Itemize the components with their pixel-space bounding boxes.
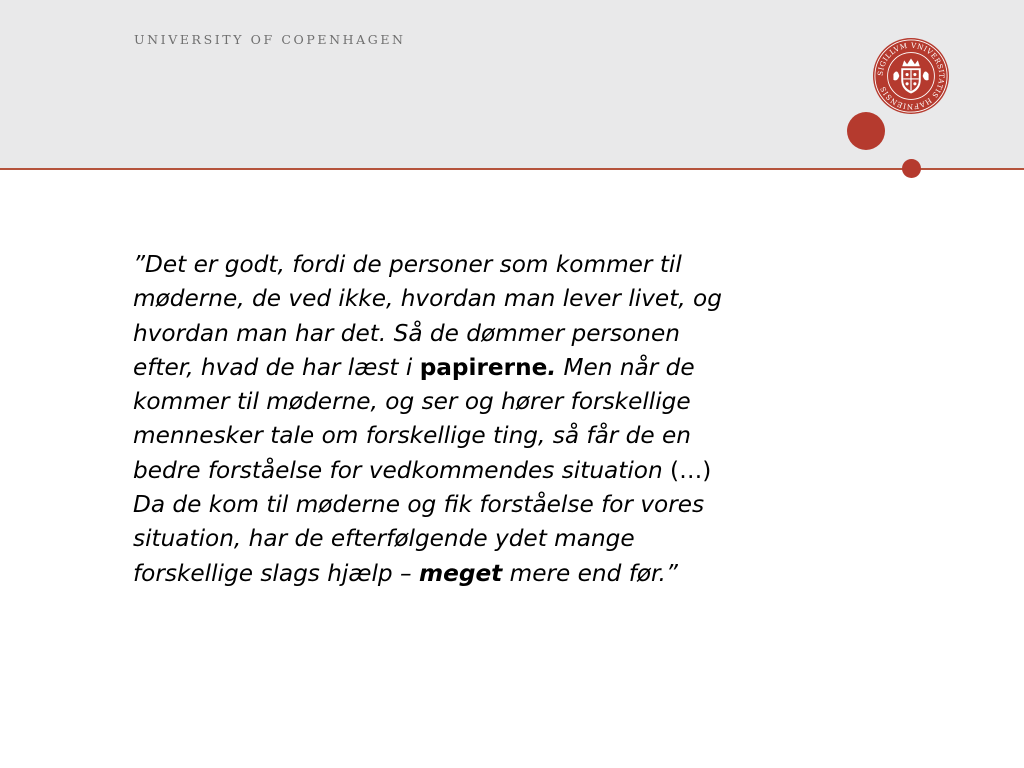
- quote-text: [133, 248, 893, 591]
- university-name: UNIVERSITY OF COPENHAGEN: [134, 32, 406, 47]
- quote-line: [133, 385, 893, 419]
- quote-segment: (…): [662, 456, 712, 484]
- quote-line: [133, 522, 893, 556]
- decorative-dot-small: [902, 159, 921, 178]
- quote-segment: meget: [418, 559, 503, 587]
- quote-line: [133, 454, 893, 488]
- quote-line: [133, 557, 893, 591]
- quote-segment: mennesker tale om forskellige ting, så får de en: [133, 422, 691, 450]
- quote-segment: ”Det er godt, fordi de personer som kommer til: [133, 251, 682, 278]
- quote-segment: bedre forståelse for vedkommendes situation: [133, 456, 663, 484]
- seal-ring-text: SIGILLVM VNIVERSITATIS HAFNIENSIS: [875, 40, 947, 112]
- quote-segment: Da de kom til møderne og fik forståelse for vores: [133, 491, 705, 519]
- quote-segment: papirerne: [419, 353, 548, 381]
- quote-segment: .: [547, 353, 557, 381]
- quote-segment: møderne, de ved ikke, hvordan man lever livet, og: [133, 285, 722, 313]
- quote-segment: efter, hvad de har læst i: [133, 353, 420, 381]
- quote-line: [133, 282, 893, 316]
- university-seal-icon: [872, 37, 950, 115]
- quote-line: [133, 248, 893, 282]
- quote-segment: Men når de: [556, 353, 695, 381]
- quote-segment: mere end før.”: [502, 559, 678, 587]
- quote-line: [133, 419, 893, 453]
- quote-line: [133, 488, 893, 522]
- quote-line: [133, 351, 893, 385]
- quote-segment: situation, har de efterfølgende ydet mange: [133, 525, 635, 553]
- decorative-dot-large: [847, 112, 885, 150]
- quote-segment: forskellige slags hjælp –: [133, 559, 419, 587]
- quote-segment: kommer til møderne, og ser og hører forskellige: [133, 388, 691, 416]
- header-divider: [0, 168, 1024, 170]
- quote-segment: hvordan man har det. Så de dømmer personen: [133, 319, 680, 347]
- quote-line: [133, 317, 893, 351]
